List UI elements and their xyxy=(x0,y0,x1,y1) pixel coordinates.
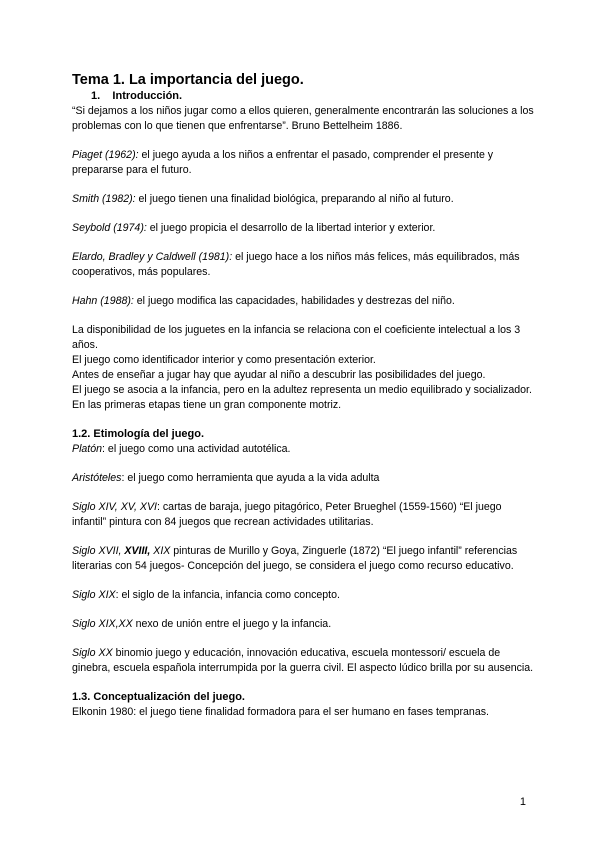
siglo-xix-xx-name: Siglo XIX,XX xyxy=(72,618,133,630)
siglo-xviii-label: XVIII, xyxy=(124,545,154,557)
siglo-xx-text: binomio juego y educación, innovación educativa, escuela montessori/ escuela de ginebra, escuela española interrumpida por la guerra civil. El aspecto lúdico brilla por su ausencia. xyxy=(72,647,534,674)
author-paragraph xyxy=(72,250,534,280)
platon-name: Platón xyxy=(72,443,103,455)
siglo-xiv-label: Siglo XIV, xyxy=(72,501,121,513)
author-name: Piaget (1962): xyxy=(72,149,139,161)
author-name: Elardo, Bradley y Caldwell (1981): xyxy=(72,251,233,263)
siglo-xix-label: XIX xyxy=(153,545,171,557)
author-name: Hahn (1988): xyxy=(72,295,134,307)
platon-text: : el juego como una actividad autotélica. xyxy=(102,443,291,455)
siglo-xvii-paragraph xyxy=(72,544,534,574)
author-text: el juego propicia el desarrollo de la libertad interior y exterior. xyxy=(146,222,436,234)
author-text: el juego hace a los niños más felices, más equilibrados, más cooperativos, más populares. xyxy=(72,251,520,278)
author-text: el juego modifica las capacidades, habilidades y destrezas del niño. xyxy=(133,295,455,307)
siglo-xvii-text: pinturas de Murillo y Goya, Zinguerle (1872) “El juego infantil” referencias literarias con 54 juegos- Concepción del juego, se considera el juego como recurso educativo. xyxy=(72,545,518,572)
author-text: el juego tienen una finalidad biológica, preparando al niño al futuro. xyxy=(135,193,454,205)
page-number: 1 xyxy=(519,796,526,808)
platon-paragraph xyxy=(72,442,534,457)
section-3-text: Elkonin 1980: el juego tiene finalidad formadora para el ser humano en fases tempranas. xyxy=(72,706,489,718)
siglo-xix-text: : el siglo de la infancia, infancia como concepto. xyxy=(115,589,340,601)
aristoteles-name: Aristóteles xyxy=(72,472,122,484)
author-paragraph xyxy=(72,221,534,236)
author-paragraph xyxy=(72,192,534,207)
document-title: Tema 1. La importancia del juego. xyxy=(72,72,304,88)
siglo-xix-xx-text: nexo de unión entre el juego y la infancia. xyxy=(132,618,332,630)
author-name: Smith (1982): xyxy=(72,193,136,205)
siglo-xiv-paragraph xyxy=(72,500,534,530)
note-line: Antes de enseñar a jugar hay que ayudar al niño a descubrir las posibilidades del juego. xyxy=(72,369,486,381)
aristoteles-text: : el juego como herramienta que ayuda a la vida adulta xyxy=(121,472,380,484)
siglo-xix-name: Siglo XIX xyxy=(72,589,116,601)
section-3-heading: 1.3. Conceptualización del juego. xyxy=(72,691,245,703)
siglo-xvii-label: Siglo XVII, xyxy=(72,545,125,557)
siglo-xv-xvi-label: XV, XVI xyxy=(120,501,157,513)
note-line: El juego como identificador interior y como presentación exterior. xyxy=(72,354,376,366)
notes-block xyxy=(72,323,534,413)
siglo-xix-paragraph xyxy=(72,588,534,603)
document-body xyxy=(72,104,534,720)
siglo-xx-name: Siglo XX xyxy=(72,647,113,659)
note-line: La disponibilidad de los juguetes en la infancia se relaciona con el coeficiente intelectual a los 3 años. xyxy=(72,324,521,351)
author-name: Seybold (1974): xyxy=(72,222,147,234)
section-1-heading xyxy=(91,90,182,102)
author-text: el juego ayuda a los niños a enfrentar el pasado, comprender el presente y prepararse para el futuro. xyxy=(72,149,494,176)
aristoteles-paragraph xyxy=(72,471,534,486)
author-paragraph xyxy=(72,294,534,309)
author-paragraph xyxy=(72,148,534,178)
section-1-title: Introducción. xyxy=(112,90,183,102)
siglo-xix-xx-paragraph xyxy=(72,617,534,632)
siglo-xx-paragraph xyxy=(72,646,534,676)
siglo-xiv-text: : cartas de baraja, juego pitagórico, Peter Brueghel (1559-1560) “El juego infantil” pintura con 84 juegos que recrean actividades utilitarias. xyxy=(72,501,502,528)
note-line: En las primeras etapas tiene un gran componente motriz. xyxy=(72,399,342,411)
quote-paragraph: “Si dejamos a los niños jugar como a ellos quieren, generalmente encontrarán las soluciones a los problemas con lo que tienen que enfrentarse”. Bruno Bettelheim 1886. xyxy=(72,105,534,132)
note-line: El juego se asocia a la infancia, pero en la adultez representa un medio equilibrado y socializador. xyxy=(72,384,532,396)
section-1-number: 1. xyxy=(91,90,101,102)
section-2-heading: 1.2. Etimología del juego. xyxy=(72,428,205,440)
